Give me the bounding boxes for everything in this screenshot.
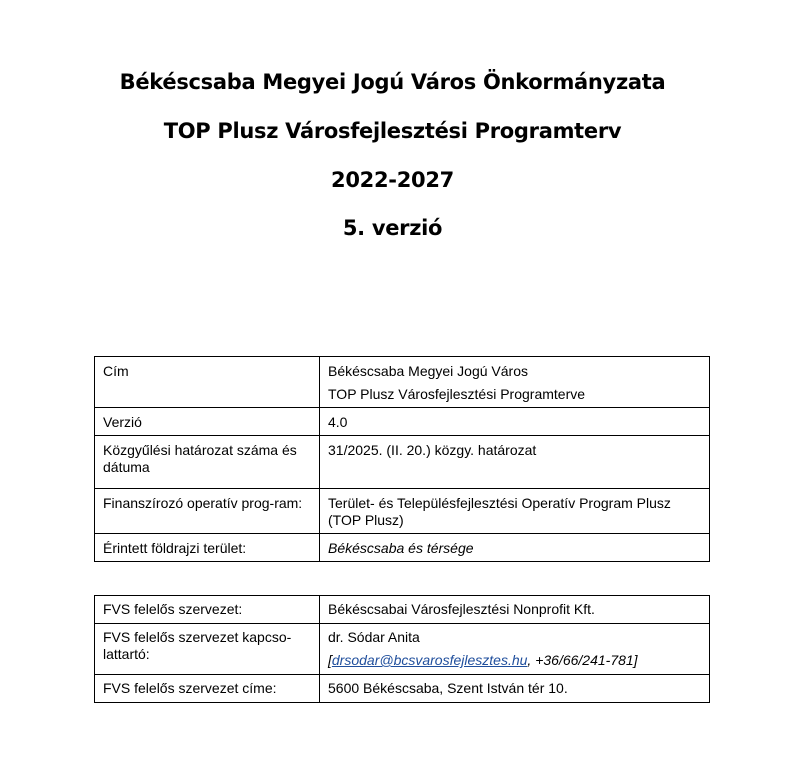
row-key: Közgyűlési határozat száma és dátuma <box>95 436 320 489</box>
row-key: Cím <box>95 357 320 408</box>
contact-email-link[interactable]: drsodar@bcsvarosfejlesztes.hu <box>331 652 528 668</box>
row-value: 5600 Békéscsaba, Szent István tér 10. <box>320 675 710 703</box>
row-value <box>320 357 710 408</box>
contact-name: dr. Sódar Anita <box>328 629 420 645</box>
row-value: 31/2025. (II. 20.) közgy. határozat <box>320 436 710 489</box>
bracket-open: [ <box>328 652 332 668</box>
period-title: 2022-2027 <box>331 168 454 192</box>
title-value-line1: Békéscsaba Megyei Jogú Város <box>328 363 528 379</box>
table-row <box>95 624 710 675</box>
row-key: FVS felelős szervezet: <box>95 596 320 624</box>
row-value: Békéscsaba és térsége <box>320 534 710 562</box>
version-title: 5. verzió <box>342 216 443 240</box>
table-row <box>95 675 710 703</box>
row-value: Terület- és Településfejlesztési Operatív Program Plusz (TOP Plusz) <box>320 489 710 534</box>
row-value: 4.0 <box>320 408 710 436</box>
document-info-table <box>94 356 710 562</box>
row-value: Békéscsabai Városfejlesztési Nonprofit Kft. <box>320 596 710 624</box>
table-row <box>95 357 710 408</box>
table-row <box>95 534 710 562</box>
table-row <box>95 489 710 534</box>
document-title: Békéscsaba Megyei Jogú Város Önkormányzata <box>119 70 666 94</box>
row-key: Finanszírozó operatív prog-ram: <box>95 489 320 534</box>
title-value-line2: TOP Plusz Városfejlesztési Programterve <box>328 386 586 402</box>
row-key: FVS felelős szervezet kapcso-lattartó: <box>95 624 320 675</box>
row-key: FVS felelős szervezet címe: <box>95 675 320 703</box>
table-row <box>95 408 710 436</box>
row-key: Érintett földrajzi terület: <box>95 534 320 562</box>
table-row <box>95 596 710 624</box>
contact-phone: , +36/66/241-781] <box>527 652 638 668</box>
table-row <box>95 436 710 489</box>
contact-details <box>328 652 701 669</box>
fvs-organization-table <box>94 595 710 703</box>
row-value <box>320 624 710 675</box>
program-title: TOP Plusz Városfejlesztési Programterv <box>163 119 622 143</box>
row-key: Verzió <box>95 408 320 436</box>
